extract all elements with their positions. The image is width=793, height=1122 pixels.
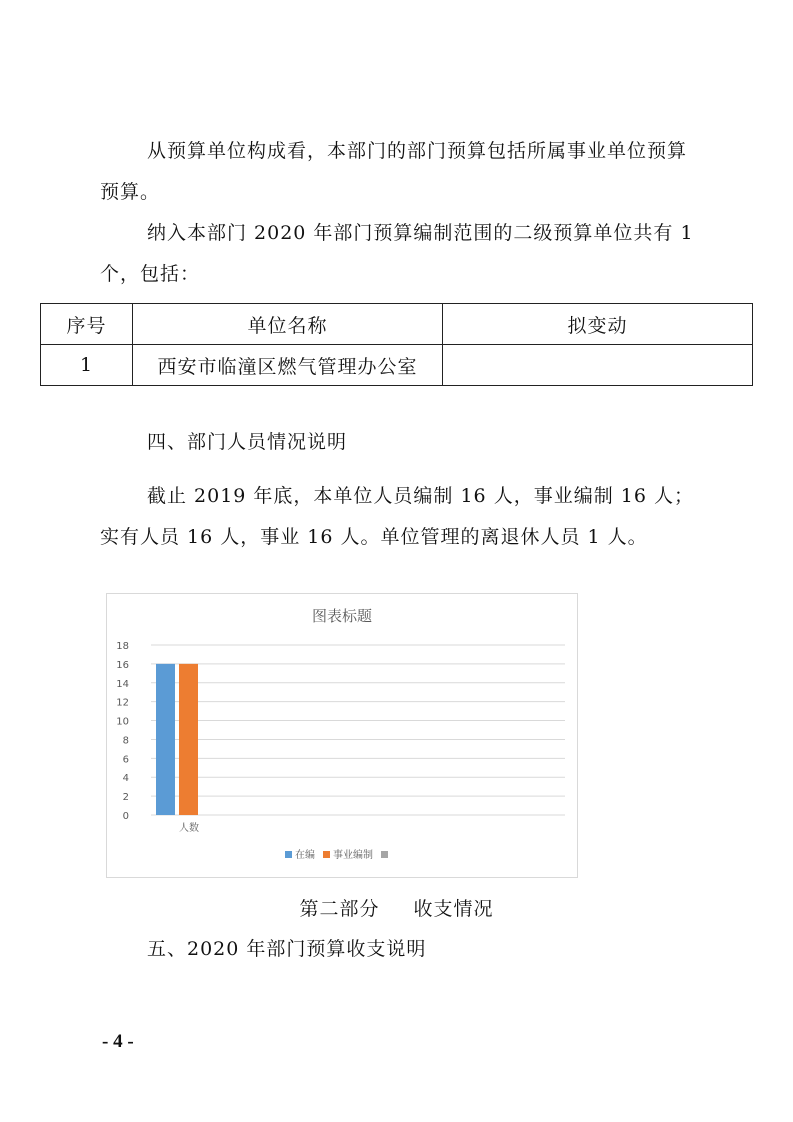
y-tick-label: 2 (122, 792, 129, 804)
table-row (41, 345, 753, 386)
y-tick-label: 10 (116, 716, 129, 728)
y-tick-label: 0 (122, 811, 129, 822)
bar-在编 (156, 664, 175, 815)
legend-label: 在编 (295, 850, 315, 861)
paragraph-secondary-units: 纳入本部门 2020 年部门预算编制范围的二级预算单位共有 1 个，包括： (100, 222, 694, 285)
cell-unit-name: 西安市临潼区燃气管理办公室 (133, 345, 443, 386)
part-2-title: 收支情况 (413, 898, 494, 920)
x-tick-label: 人数 (179, 823, 199, 834)
y-tick-label: 14 (116, 678, 129, 690)
header-unit-name: 单位名称 (133, 304, 443, 345)
section-4-heading: 四、部门人员情况说明 (147, 431, 348, 453)
cell-planned-change (443, 345, 753, 386)
header-planned-change: 拟变动 (443, 304, 753, 345)
y-tick-label: 18 (116, 641, 129, 652)
bar-事业编制 (179, 664, 198, 815)
page-number: - 4 - (102, 1031, 134, 1052)
part-2-label: 第二部分 (299, 898, 380, 920)
table-header-row (41, 304, 753, 345)
cell-index: 1 (41, 345, 133, 386)
y-tick-label: 16 (116, 659, 129, 671)
legend-swatch (381, 851, 388, 858)
paragraph-staffing: 截止 2019 年底，本单位人员编制 16 人，事业编制 16 人；实有人员 16 人，事业 16 人。单位管理的离退休人员 1 人。 (100, 485, 694, 548)
legend-label: 事业编制 (333, 850, 373, 861)
chart-canvas (107, 594, 577, 877)
y-tick-label: 8 (122, 735, 129, 747)
chart-title: 图表标题 (311, 607, 373, 625)
part-2-heading (0, 894, 793, 921)
y-tick-label: 12 (116, 697, 129, 709)
legend-swatch (285, 851, 292, 858)
legend-swatch (323, 851, 330, 858)
section-5-heading: 五、2020 年部门预算收支说明 (147, 938, 427, 960)
y-tick-label: 6 (122, 754, 129, 766)
y-tick-label: 4 (122, 773, 129, 785)
header-index: 序号 (41, 304, 133, 345)
units-table (40, 303, 753, 386)
paragraph-budget-composition: 从预算单位构成看，本部门的部门预算包括所属事业单位预算预算。 (100, 140, 688, 203)
staff-chart (106, 593, 578, 878)
